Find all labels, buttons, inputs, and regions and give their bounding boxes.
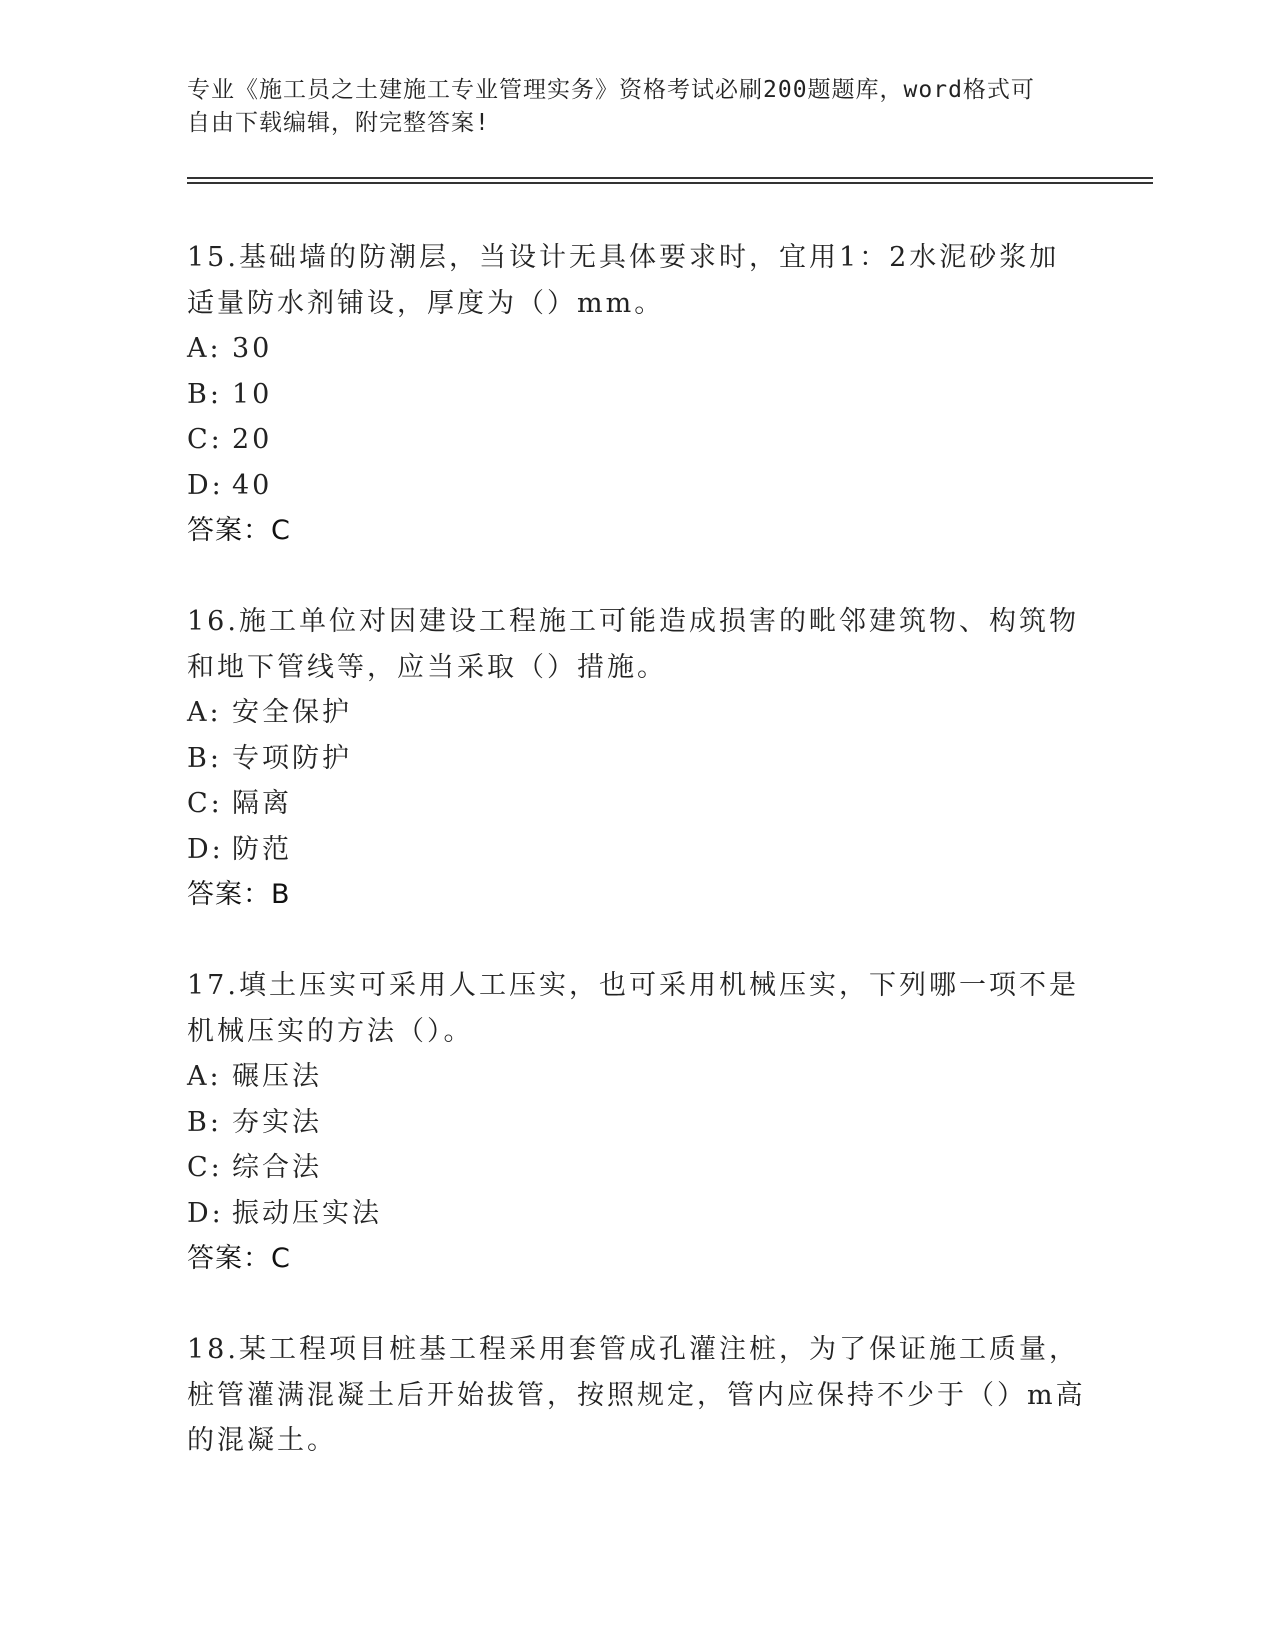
option-c <box>187 1145 1087 1191</box>
option-value: 30 <box>232 333 273 364</box>
option-value: 10 <box>232 378 273 410</box>
option-value: 40 <box>232 469 273 501</box>
option-b <box>187 372 1087 418</box>
option-value: 安全保护 <box>232 697 352 728</box>
option-value: 综合法 <box>232 1152 322 1183</box>
option-key: A: <box>187 333 222 364</box>
document-header <box>187 74 1067 140</box>
question-16 <box>187 599 1087 918</box>
option-a <box>187 690 1087 736</box>
option-value: 夯实法 <box>232 1106 322 1138</box>
option-a <box>187 326 1087 372</box>
option-key: B: <box>187 742 222 774</box>
answer-text: 答案：C <box>187 1243 291 1274</box>
option-d <box>187 827 1087 873</box>
question-text: 15.基础墙的防潮层，当设计无具体要求时，宜用1：2水泥砂浆加适量防水剂铺设，厚度为（）mm。 <box>187 242 1060 319</box>
question-15 <box>187 235 1087 554</box>
option-d <box>187 1191 1087 1237</box>
question-text: 16.施工单位对因建设工程施工可能造成损害的毗邻建筑物、构筑物和地下管线等，应当采取（）措施。 <box>187 606 1079 683</box>
option-value: 专项防护 <box>232 742 352 774</box>
option-key: C: <box>187 788 223 819</box>
answer-text: 答案：C <box>187 515 291 546</box>
option-b <box>187 1100 1087 1146</box>
header-title-line-2: 自由下载编辑，附完整答案! <box>187 110 490 136</box>
header-divider-bottom <box>187 182 1153 184</box>
option-key: A: <box>187 697 222 728</box>
option-d <box>187 463 1087 509</box>
option-key: C: <box>187 424 223 455</box>
option-value: 防范 <box>232 833 292 865</box>
option-value: 碾压法 <box>232 1061 322 1092</box>
option-b <box>187 736 1087 782</box>
option-value: 隔离 <box>232 788 292 819</box>
option-c <box>187 417 1087 463</box>
answer-text: 答案：B <box>187 879 291 910</box>
option-c <box>187 781 1087 827</box>
option-key: B: <box>187 378 222 410</box>
option-key: C: <box>187 1152 223 1183</box>
question-18 <box>187 1327 1087 1464</box>
option-key: B: <box>187 1106 222 1138</box>
question-text: 17.填土压实可采用人工压实，也可采用机械压实，下列哪一项不是机械压实的方法（）。 <box>187 970 1079 1047</box>
option-value: 20 <box>232 424 273 455</box>
option-key: D: <box>187 833 224 865</box>
option-key: D: <box>187 469 224 501</box>
header-divider-top <box>187 177 1153 179</box>
question-17 <box>187 963 1087 1282</box>
option-value: 振动压实法 <box>232 1197 382 1229</box>
option-key: D: <box>187 1197 224 1229</box>
option-key: A: <box>187 1061 222 1092</box>
question-text: 18.某工程项目桩基工程采用套管成孔灌注桩，为了保证施工质量，桩管灌满混凝土后开始拔管，按照规定，管内应保持不少于（）m高的混凝土。 <box>187 1334 1086 1456</box>
option-a <box>187 1054 1087 1100</box>
header-title-line-1: 专业《施工员之土建施工专业管理实务》资格考试必刷200题题库，word格式可 <box>187 77 1035 103</box>
